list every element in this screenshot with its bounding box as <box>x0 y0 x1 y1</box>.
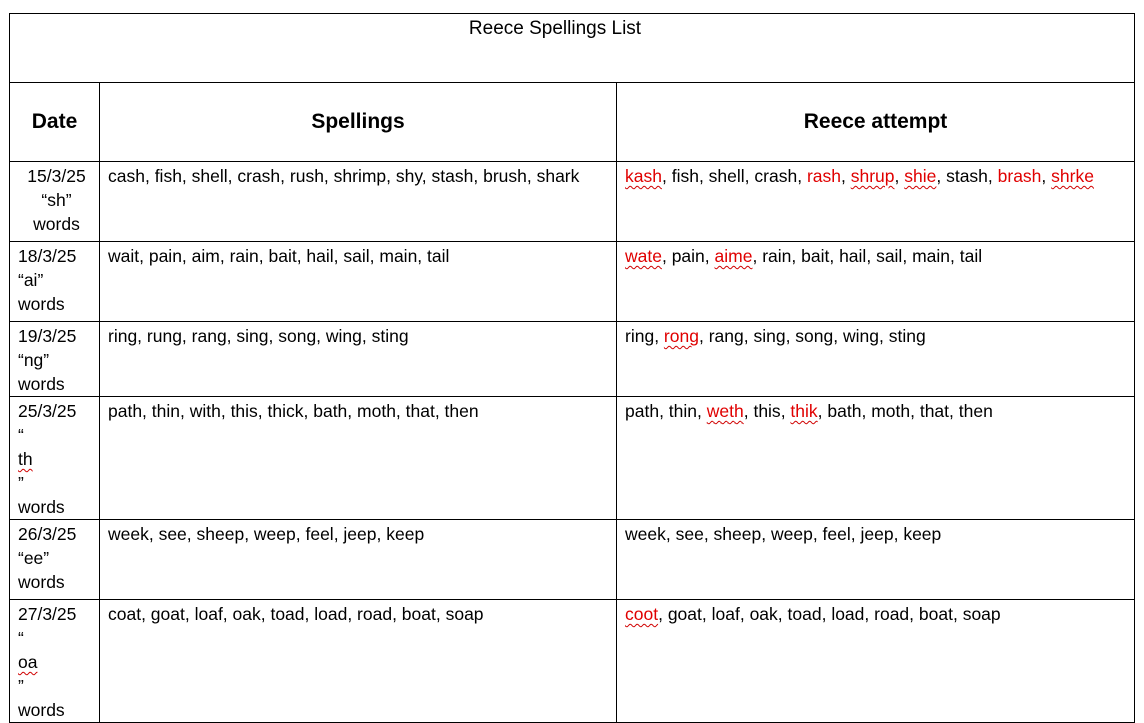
sound-text: “ee” <box>18 548 50 568</box>
attempt-word: goat <box>667 604 702 624</box>
attempt-word: aime <box>714 246 753 266</box>
date-cell <box>10 600 100 723</box>
attempt-word: see <box>675 524 704 544</box>
attempt-word: song <box>795 326 834 346</box>
attempt-word: load <box>831 604 865 624</box>
header-date: Date <box>10 83 100 162</box>
attempt-word: thin <box>668 401 698 421</box>
attempt-word: that <box>919 401 950 421</box>
attempt-word: hail <box>839 246 867 266</box>
attempt-word: bait <box>801 246 830 266</box>
date-cell <box>10 397 100 520</box>
attempt-cell: coot, goat, loaf, oak, toad, load, road, boat, soap <box>617 600 1135 723</box>
spellings-cell: coat, goat, loaf, oak, toad, load, road, boat, soap <box>100 600 617 723</box>
attempt-cell: kash, fish, shell, crash, rash, shrup, shie, stash, brash, shrke <box>617 162 1135 242</box>
attempt-word: oak <box>749 604 778 624</box>
attempt-word: brash <box>997 166 1042 186</box>
attempt-cell: wate, pain, aime, rain, bait, hail, sail, main, tail <box>617 242 1135 322</box>
attempt-word: moth <box>871 401 911 421</box>
date-text: 19/3/25 <box>18 326 77 346</box>
document-title: Reece Spellings List <box>468 18 642 39</box>
attempt-cell: path, thin, weth, this, thik, bath, moth, that, then <box>617 397 1135 520</box>
spellings-cell: wait, pain, aim, rain, bait, hail, sail, main, tail <box>100 242 617 322</box>
table-row <box>10 600 1135 723</box>
attempt-word: crash <box>754 166 798 186</box>
attempt-word: stash <box>946 166 988 186</box>
header-spellings: Spellings <box>100 83 617 162</box>
attempt-word: wing <box>842 326 879 346</box>
attempt-word: weep <box>770 524 813 544</box>
attempt-word: shrke <box>1051 166 1094 186</box>
date-cell <box>10 162 100 242</box>
spellings-cell: cash, fish, shell, crash, rush, shrimp, shy, stash, brush, shark <box>100 162 617 242</box>
attempt-word: path <box>625 401 660 421</box>
attempt-word: toad <box>787 604 822 624</box>
words-label: words <box>18 374 65 394</box>
sound-text: “ oa ” <box>18 628 38 696</box>
attempt-word: boat <box>918 604 953 624</box>
attempt-word: sing <box>753 326 786 346</box>
words-label: words <box>18 497 65 517</box>
attempt-word: shie <box>904 166 937 186</box>
date-text: 25/3/25 <box>18 401 77 421</box>
attempt-word: weth <box>706 401 744 421</box>
date-cell <box>10 242 100 322</box>
attempt-word: jeep <box>860 524 894 544</box>
attempt-word: pain <box>671 246 705 266</box>
attempt-word: feel <box>822 524 851 544</box>
spellings-table <box>9 13 1135 723</box>
words-label: words <box>33 214 80 234</box>
attempt-word: ring <box>625 326 655 346</box>
attempt-word: tail <box>959 246 983 266</box>
table-row <box>10 520 1135 600</box>
attempt-word: shrup <box>850 166 895 186</box>
attempt-word: coot <box>625 604 659 624</box>
attempt-word: sting <box>888 326 926 346</box>
sound-text: “sh” <box>41 190 72 210</box>
date-text: 27/3/25 <box>18 604 77 624</box>
spellings-cell: path, thin, with, this, thick, bath, moth, that, then <box>100 397 617 520</box>
attempt-word: rash <box>806 166 841 186</box>
attempt-word: road <box>874 604 910 624</box>
attempt-word: rong <box>663 326 699 346</box>
attempt-word: then <box>958 401 993 421</box>
words-label: words <box>18 700 65 720</box>
attempt-cell: week, see, sheep, weep, feel, jeep, keep <box>617 520 1135 600</box>
attempt-word: soap <box>962 604 1001 624</box>
attempt-word: wate <box>625 246 662 266</box>
attempt-word: shell <box>708 166 745 186</box>
attempt-word: fish <box>671 166 699 186</box>
words-label: words <box>18 294 65 314</box>
date-text: 18/3/25 <box>18 246 77 266</box>
attempt-word: loaf <box>711 604 740 624</box>
attempt-word: thik <box>790 401 818 421</box>
spellings-cell: ring, rung, rang, sing, song, wing, sting <box>100 322 617 397</box>
attempt-word: week <box>625 524 666 544</box>
date-text: 15/3/25 <box>27 166 86 186</box>
attempt-word: keep <box>903 524 942 544</box>
title-cell <box>10 14 1135 83</box>
attempt-word: kash <box>625 166 662 186</box>
date-cell <box>10 322 100 397</box>
attempt-word: rang <box>708 326 744 346</box>
table-row <box>10 397 1135 520</box>
attempt-word: bath <box>827 401 862 421</box>
sound-text: “ng” <box>18 350 50 370</box>
words-label: words <box>18 572 65 592</box>
spellings-cell: week, see, sheep, weep, feel, jeep, keep <box>100 520 617 600</box>
sound-text: “ th ” <box>18 425 33 493</box>
attempt-word: sail <box>876 246 903 266</box>
table-row <box>10 242 1135 322</box>
attempt-word: sheep <box>713 524 762 544</box>
table-row <box>10 162 1135 242</box>
attempt-cell: ring, rong, rang, sing, song, wing, sting <box>617 322 1135 397</box>
attempt-word: main <box>912 246 950 266</box>
date-cell <box>10 520 100 600</box>
table-row <box>10 322 1135 397</box>
header-attempt: Reece attempt <box>617 83 1135 162</box>
sound-text: “ai” <box>18 270 44 290</box>
date-text: 26/3/25 <box>18 524 77 544</box>
attempt-word: rain <box>762 246 792 266</box>
attempt-word: this <box>753 401 781 421</box>
